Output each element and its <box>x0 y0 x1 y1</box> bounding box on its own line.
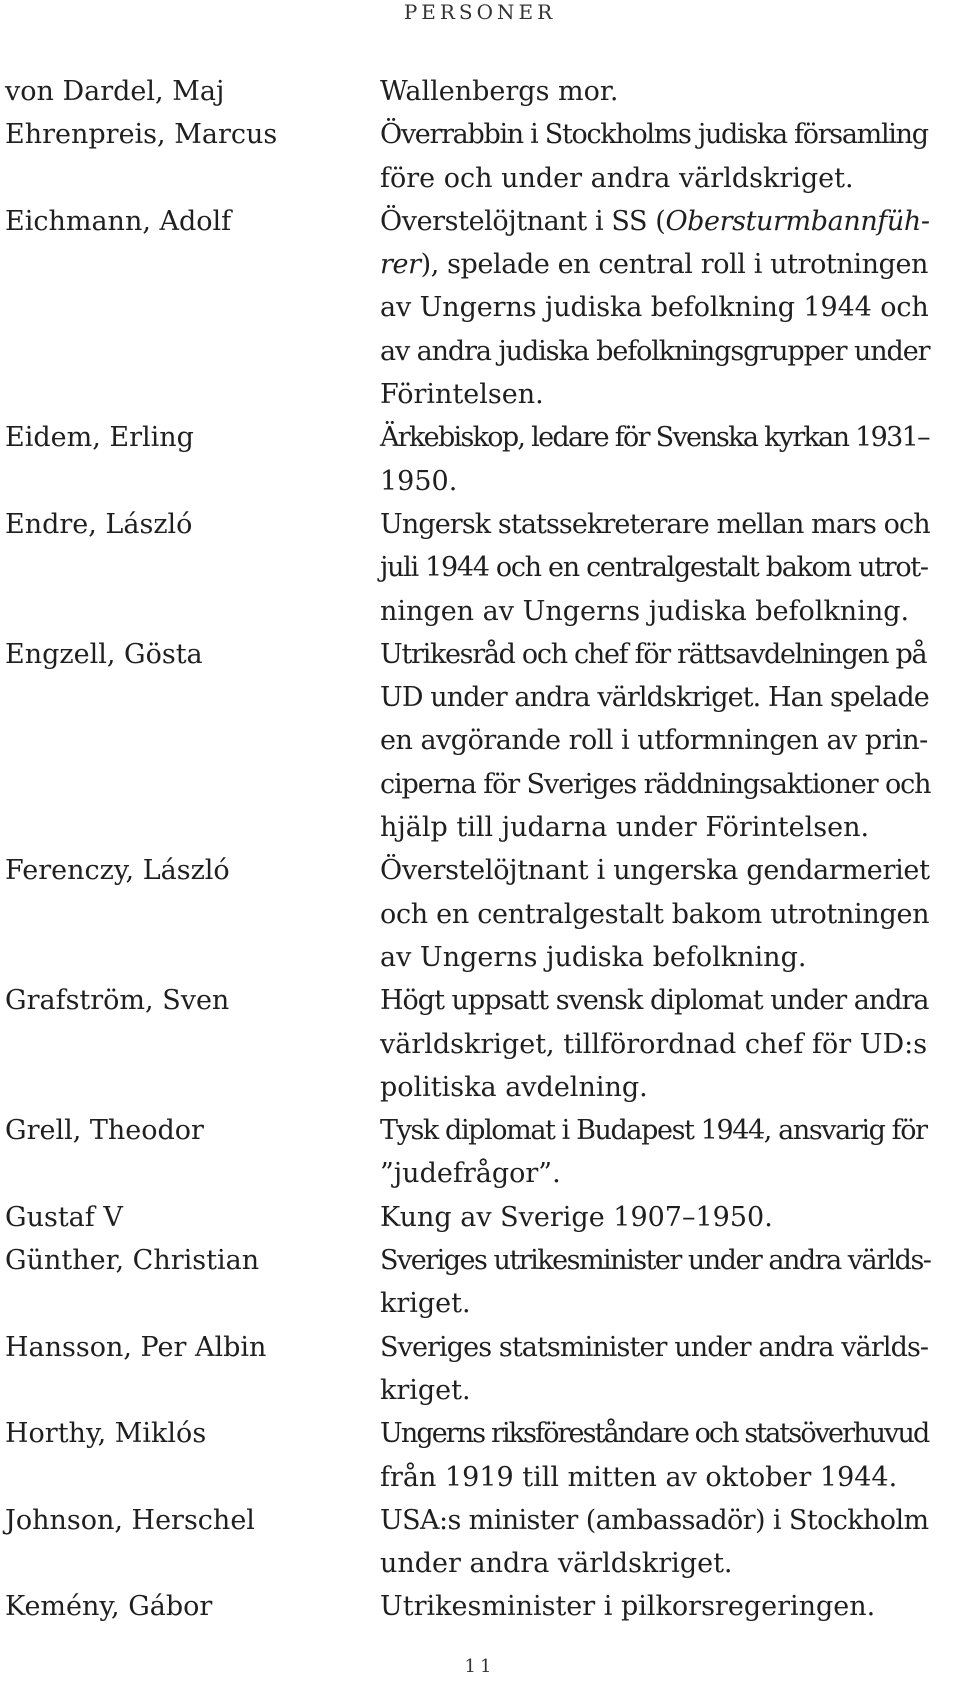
description-line: hjälp till judarna under Förintelsen. <box>380 812 870 844</box>
person-entry <box>0 113 960 200</box>
person-name: Engzell, Gösta <box>5 638 203 670</box>
person-description <box>380 113 930 200</box>
person-description <box>380 979 930 1109</box>
person-description <box>380 1499 930 1586</box>
person-list <box>0 70 960 1629</box>
person-description <box>380 503 930 633</box>
description-line: juli 1944 och en centralgestalt bakom utrot- <box>380 552 928 584</box>
person-name: Horthy, Miklós <box>5 1418 207 1450</box>
person-entry <box>0 1585 960 1628</box>
person-entry <box>0 1239 960 1326</box>
description-line: ”judefrågor”. <box>380 1158 561 1190</box>
person-description <box>380 1239 930 1326</box>
person-name: Hansson, Per Albin <box>5 1331 267 1363</box>
person-entry <box>0 200 960 416</box>
person-name: Ehrenpreis, Marcus <box>5 119 278 151</box>
description-line: Ungersk statssekreterare mellan mars och <box>380 508 930 540</box>
person-entry <box>0 1499 960 1586</box>
description-line: Överrabbin i Stockholms judiska församling <box>380 119 928 151</box>
person-entry <box>0 633 960 849</box>
description-line: Utrikesminister i pilkorsregeringen. <box>380 1591 876 1623</box>
description-line: av Ungerns judiska befolkning. <box>380 941 807 973</box>
person-entry <box>0 503 960 633</box>
person-description <box>380 1196 930 1239</box>
description-line: en avgörande roll i utformningen av prin- <box>380 725 928 757</box>
description-line: Wallenbergs mor. <box>380 76 619 107</box>
person-description <box>380 1412 930 1499</box>
description-line: ciperna för Sveriges räddningsaktioner och <box>380 768 931 800</box>
description-italic-text: rer <box>380 249 421 281</box>
person-entry <box>0 1196 960 1239</box>
person-entry <box>0 1109 960 1196</box>
description-line: världskriget, tillförordnad chef för UD:s <box>380 1028 928 1060</box>
person-entry <box>0 979 960 1109</box>
description-line: ningen av Ungerns judiska befolkning. <box>380 595 910 627</box>
person-name: Günther, Christian <box>5 1245 260 1277</box>
page-number: 11 <box>464 1656 496 1677</box>
description-line: Sveriges statsminister under andra världs- <box>380 1331 929 1363</box>
person-description <box>380 200 930 416</box>
description-line: Överstelöjtnant i ungerska gendarmeriet <box>380 855 930 887</box>
description-line: USA:s minister (ambassadör) i Stockholm <box>380 1504 929 1536</box>
person-name: Gustaf V <box>5 1201 123 1233</box>
person-name: Grafström, Sven <box>5 985 230 1017</box>
description-line <box>380 200 930 243</box>
person-description <box>380 849 930 979</box>
description-text: ), spelade en central roll i utrotningen <box>420 249 929 281</box>
description-line: politiska avdelning. <box>380 1071 648 1103</box>
description-line: Högt uppsatt svensk diplomat under andra <box>380 985 929 1017</box>
running-head: PERSONER <box>403 0 557 24</box>
person-name: Eidem, Erling <box>5 422 194 454</box>
description-line: Ärkebiskop, ledare för Svenska kyrkan 1931– <box>380 422 929 454</box>
description-line: UD under andra världskriget. Han spelade <box>380 682 929 714</box>
description-line: och en centralgestalt bakom utrotningen <box>380 898 930 930</box>
description-line: 1950. <box>380 465 458 497</box>
description-line <box>380 243 930 286</box>
person-name: Ferenczy, László <box>5 855 230 887</box>
description-line: av Ungerns judiska befolkning 1944 och <box>380 292 929 324</box>
person-description <box>380 1585 930 1628</box>
description-text: Överstelöjtnant i SS ( <box>380 205 666 237</box>
person-description <box>380 1326 930 1413</box>
description-line: Kung av Sverige 1907–1950. <box>380 1201 773 1233</box>
person-entry <box>0 1326 960 1413</box>
person-entry <box>0 416 960 503</box>
person-name: von Dardel, Maj <box>5 76 225 107</box>
person-description <box>380 633 930 849</box>
description-line: Sveriges utrikesminister under andra världs- <box>380 1245 931 1277</box>
description-italic-text: Obersturmbannfüh- <box>665 205 930 237</box>
person-name: Grell, Theodor <box>5 1115 204 1147</box>
person-entry <box>0 1412 960 1499</box>
person-description <box>380 416 930 503</box>
description-line: kriget. <box>380 1288 471 1320</box>
description-line: Utrikesråd och chef för rättsavdelningen på <box>380 638 927 670</box>
description-line: Förintelsen. <box>380 379 544 411</box>
person-entry <box>0 849 960 979</box>
description-line: Tysk diplomat i Budapest 1944, ansvarig för <box>380 1115 927 1147</box>
description-line: Ungerns riksföreståndare och statsöverhuvud <box>380 1418 929 1450</box>
person-name: Kemény, Gábor <box>5 1591 213 1623</box>
description-line: före och under andra världskriget. <box>380 162 854 194</box>
description-line: under andra världskriget. <box>380 1548 733 1580</box>
description-line: kriget. <box>380 1374 471 1406</box>
person-description <box>380 1109 930 1196</box>
person-description <box>380 70 930 113</box>
description-line: av andra judiska befolkningsgrupper under <box>380 335 930 367</box>
person-name: Eichmann, Adolf <box>5 205 232 237</box>
person-name: Endre, László <box>5 508 193 540</box>
person-entry <box>0 70 960 113</box>
description-line: från 1919 till mitten av oktober 1944. <box>380 1461 898 1493</box>
person-name: Johnson, Herschel <box>5 1504 255 1536</box>
